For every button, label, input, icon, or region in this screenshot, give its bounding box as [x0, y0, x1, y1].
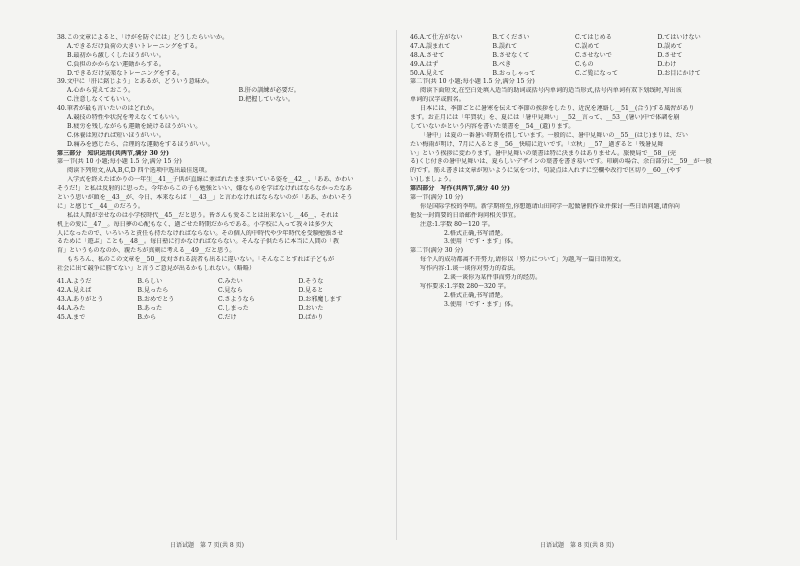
section-3-heading: 第三部分 知识运用(共两节,满分 30 分) [57, 149, 170, 157]
passage-line: ます。お正月には「年賀状」を、夏には「暑中見舞い」__52__言って、__53__(暑い)中で体調を崩 [410, 114, 680, 122]
page-footer-right: 日语试题 第 8 页(共 8 页) [540, 542, 614, 549]
option: 49.A.はず [410, 60, 439, 68]
option: 45.A.まで [57, 313, 86, 321]
option: 47.A.誤まれて [410, 42, 451, 50]
passage-line: 机上の愛に__47__。毎日夢の心配もなく、過ごせた時期だからである。小学校に入って我々は多少大 [57, 220, 333, 228]
passage-line: 日本には、季節ごとに暑寒を伝えて季節の挨拶をしたり、近況を連絡し__51__(合う)する風習があり [420, 105, 695, 113]
requirement-item: 2.格式正确,书写清楚。 [444, 291, 507, 299]
option: D.てはいけない [657, 34, 701, 41]
option: D.お目にかけて [657, 69, 701, 77]
option: B.べき [492, 60, 512, 68]
q39-options-row2 [57, 96, 379, 105]
requirement-item: 3.使用「です・ます」体。 [444, 300, 517, 308]
option: B.から [137, 313, 157, 321]
section-4-part-2: 第二节(满分 30 分) [410, 247, 463, 255]
option: C.見なら [218, 286, 243, 294]
option: B.あった [137, 304, 163, 312]
q39-option-c: C.注意しなくてもいい。 [67, 96, 135, 104]
option: C.誤めて [575, 42, 600, 50]
option: B.らしい [137, 278, 163, 286]
option: D.させて [657, 51, 683, 59]
passage-line: い」という挨拶に変わります。暑中見舞いの葉書は特に決まりはありません。旅便局で__58__(売 [410, 149, 676, 157]
option: 42.A.見えば [57, 286, 92, 294]
option: C.さようなら [218, 295, 255, 303]
passage-line: そうだ!」と私は反射的に思った。今年からこの子も勉強といい、嫌なものを学ばなければならなかったなあ [57, 185, 352, 193]
options-row-47 [410, 43, 740, 52]
option: B.させなくて [492, 51, 530, 59]
option: B.おっしゃって [492, 69, 536, 77]
page-divider [396, 30, 397, 540]
option: B.見ったら [137, 286, 169, 294]
left-column [57, 34, 379, 323]
option: D.誤めて [657, 42, 683, 50]
section-3-part-2: 第二节(共 10 小题;每小题 1.5 分,满分 15 分) [410, 78, 535, 86]
passage-line: 人になったので、いろいろと責任も持たなければならない。その個人的中時代や少年時代を受験勉強させ [57, 229, 344, 237]
option: B.てください [492, 34, 530, 41]
part-2-instruction: 阅读下面短文,在空白处填入适当的助词或括号内单词的适当形式,括号内单词有双下划线时,写出该 [420, 87, 682, 95]
content-title: 写作内容:1.谈一谈你对努力的看法。 [420, 265, 520, 273]
options-row-50 [410, 70, 740, 79]
passage-line: という思いが頭を__43__が、今日、本来ならば「__43__」と言わなければならないのが「ああ、かわいそう [57, 194, 353, 202]
options-row-43 [57, 296, 379, 305]
option: D.わけ [657, 60, 677, 68]
options-row-41 [57, 278, 379, 287]
right-column [410, 34, 740, 310]
option: 44.A.みた [57, 304, 86, 312]
passage-line: していないかという内容を書いた葉書を__54__(遺)ります。 [410, 122, 575, 130]
option: C.てはじめる [575, 34, 612, 41]
q38-option-c: C.負担のかからない運動からする。 [67, 60, 165, 68]
q39-option-b: B.肝の訓練が必要だ。 [238, 87, 300, 95]
options-row-45 [57, 314, 379, 323]
option: 43.A.ありがとう [57, 295, 104, 303]
q38-option-b: B.最初から激しくしたほうがいい。 [67, 51, 165, 59]
option: D.見ると [298, 286, 324, 294]
passage-line: たい梅雨が明け、7月に入るとき__56__快晴に近いです。「立秋」__57__過ぎると「残暑見舞 [410, 140, 664, 148]
options-row-46 [410, 34, 740, 43]
passage-line: に」と感じて__44__のだろう。 [57, 202, 144, 210]
options-row-49 [410, 61, 740, 70]
passage-line: るために「遊ぶ」ことも__48__。毎日塾に行かなければならない。そんな子供たちに本当に人間の「教 [57, 238, 339, 246]
option: C.しまった [218, 304, 249, 312]
note-item: 2.格式正确,书写清楚。 [444, 229, 507, 237]
note-item: 3.使用「です・ます」体。 [444, 238, 517, 246]
q40-option-d: D.痛みを感じたら、合理的な運動をするほうがいい。 [67, 140, 214, 148]
passage-line: い)しましょう。 [410, 176, 456, 184]
option: C.させないで [575, 51, 612, 59]
passage-line: 社会に出て競争に勝てない」と言うご意見が出るかもしれない。（略略） [57, 265, 256, 273]
option: C.だけ [218, 313, 237, 321]
option: C.もの [575, 60, 594, 68]
passage-line: る)くじ付きの暑中見舞いは、夏らしいデザインの葉書を書き易いです。印刷の場合、余白部分に__59__が一般 [410, 158, 712, 166]
q38-option-d: D.できるだけ気楽なトレーニングをする。 [67, 69, 184, 77]
passage-line: 私は人間が幸せなのは小学校時代__45__だと思う。皆さんも愛ることは出来ないし__46__、それは [67, 211, 339, 219]
section-4-heading: 第四部分 写作(共两节,满分 40 分) [410, 185, 510, 193]
q39-options-row1 [57, 87, 379, 96]
notes-title: 注意:1.字数 80～120 字。 [420, 220, 494, 228]
q39-option-a: A.心から覚えておこう。 [67, 87, 135, 95]
requirements-title: 写作要求:1.字数 280～320 字。 [420, 282, 510, 290]
option: D.お邪魔します [298, 295, 342, 303]
section-3-part-1: 第一节(共 10 小题;每小题 1.5 分,满分 15 分) [57, 158, 182, 166]
writing-prompt-1: 你是国际学校的李明。新学期将至,你想邀请山田同学一起做暑假作业并探讨一些日语问题,请你向 [420, 202, 680, 210]
option: B.おめでとう [137, 295, 175, 303]
passage-line: 育」というものなのか、親たちが真剣に考える__49__だと思う。 [57, 247, 236, 255]
option: 50.A.見えて [410, 69, 445, 77]
question-38: 38.この文章によると、「けがを防ぐには」どうしたらいいか。 [57, 34, 229, 41]
section-3-instruction: 阅读下列短文,从A,B,C,D 四个选项中选出最佳选项。 [67, 167, 211, 175]
option: C.ご覧になって [575, 69, 618, 77]
option: D.ばかり [298, 313, 324, 321]
writing-prompt-2: 每个人的成功都离不开努力,请你以「努力について」为题,写一篇日语短文。 [420, 256, 625, 264]
q38-option-a: A.できるだけ負荷の大きいトレーニングをする。 [67, 42, 202, 50]
question-40: 40.筆者が最も言いたいのはどれか。 [57, 105, 159, 113]
options-row-48 [410, 52, 740, 61]
option: B.誤れて [492, 42, 518, 50]
content-item: 2.谈一谈你为某件事而努力的经历。 [444, 274, 542, 282]
option: 46.A.て仕方がない [410, 34, 463, 41]
writing-prompt-1: 他发一封简要的日语邮件询问相关事宜。 [410, 211, 520, 219]
q40-option-c: C.休養は短ければ短いほうがいい。 [67, 131, 165, 139]
page-footer-left: 日语试题 第 7 页(共 8 页) [170, 542, 244, 549]
question-39: 39.文中に「肝に銘じよう」とあるが、どういう意味か。 [57, 78, 213, 86]
passage-line: 「暑中」は夏の一番暑い時期を指しています。一般的に、暑中見舞いの__55__(はじ)まりは、だい [420, 131, 688, 139]
passage-line: もちろん、私のこの文章を__50__反対される読者も出るに違いない。「そんなことすれば子どもが [67, 256, 335, 264]
q40-option-a: A.競技の特性や状況を考えなくてもいい。 [67, 114, 184, 122]
passage-line: 的です。筋え書きは文章が短いように気をつけ、句読点は入れずに空欄や改行で区切り__60__(やす [410, 167, 682, 175]
passage-line: 入学式を終えたばかりの一年生__41__子供が直線に並ばれたまま歩いている姿を__42__、「ああ、かわい [67, 176, 354, 184]
option: C.みたい [218, 278, 243, 286]
option: 48.A.させて [410, 51, 445, 59]
option: D.そうな [298, 278, 324, 286]
q39-option-d: D.把握していない。 [238, 96, 294, 104]
options-row-42 [57, 287, 379, 296]
option: D.おいた [298, 304, 324, 312]
part-2-instruction: 单词的汉字或假名。 [410, 96, 465, 104]
q40-option-b: B.疲労を残しながらも運動を続けるほうがいい。 [67, 122, 202, 130]
section-4-part-1: 第一节(满分 10 分) [410, 194, 463, 202]
option: 41.A.ようだ [57, 278, 92, 286]
options-row-44 [57, 305, 379, 314]
